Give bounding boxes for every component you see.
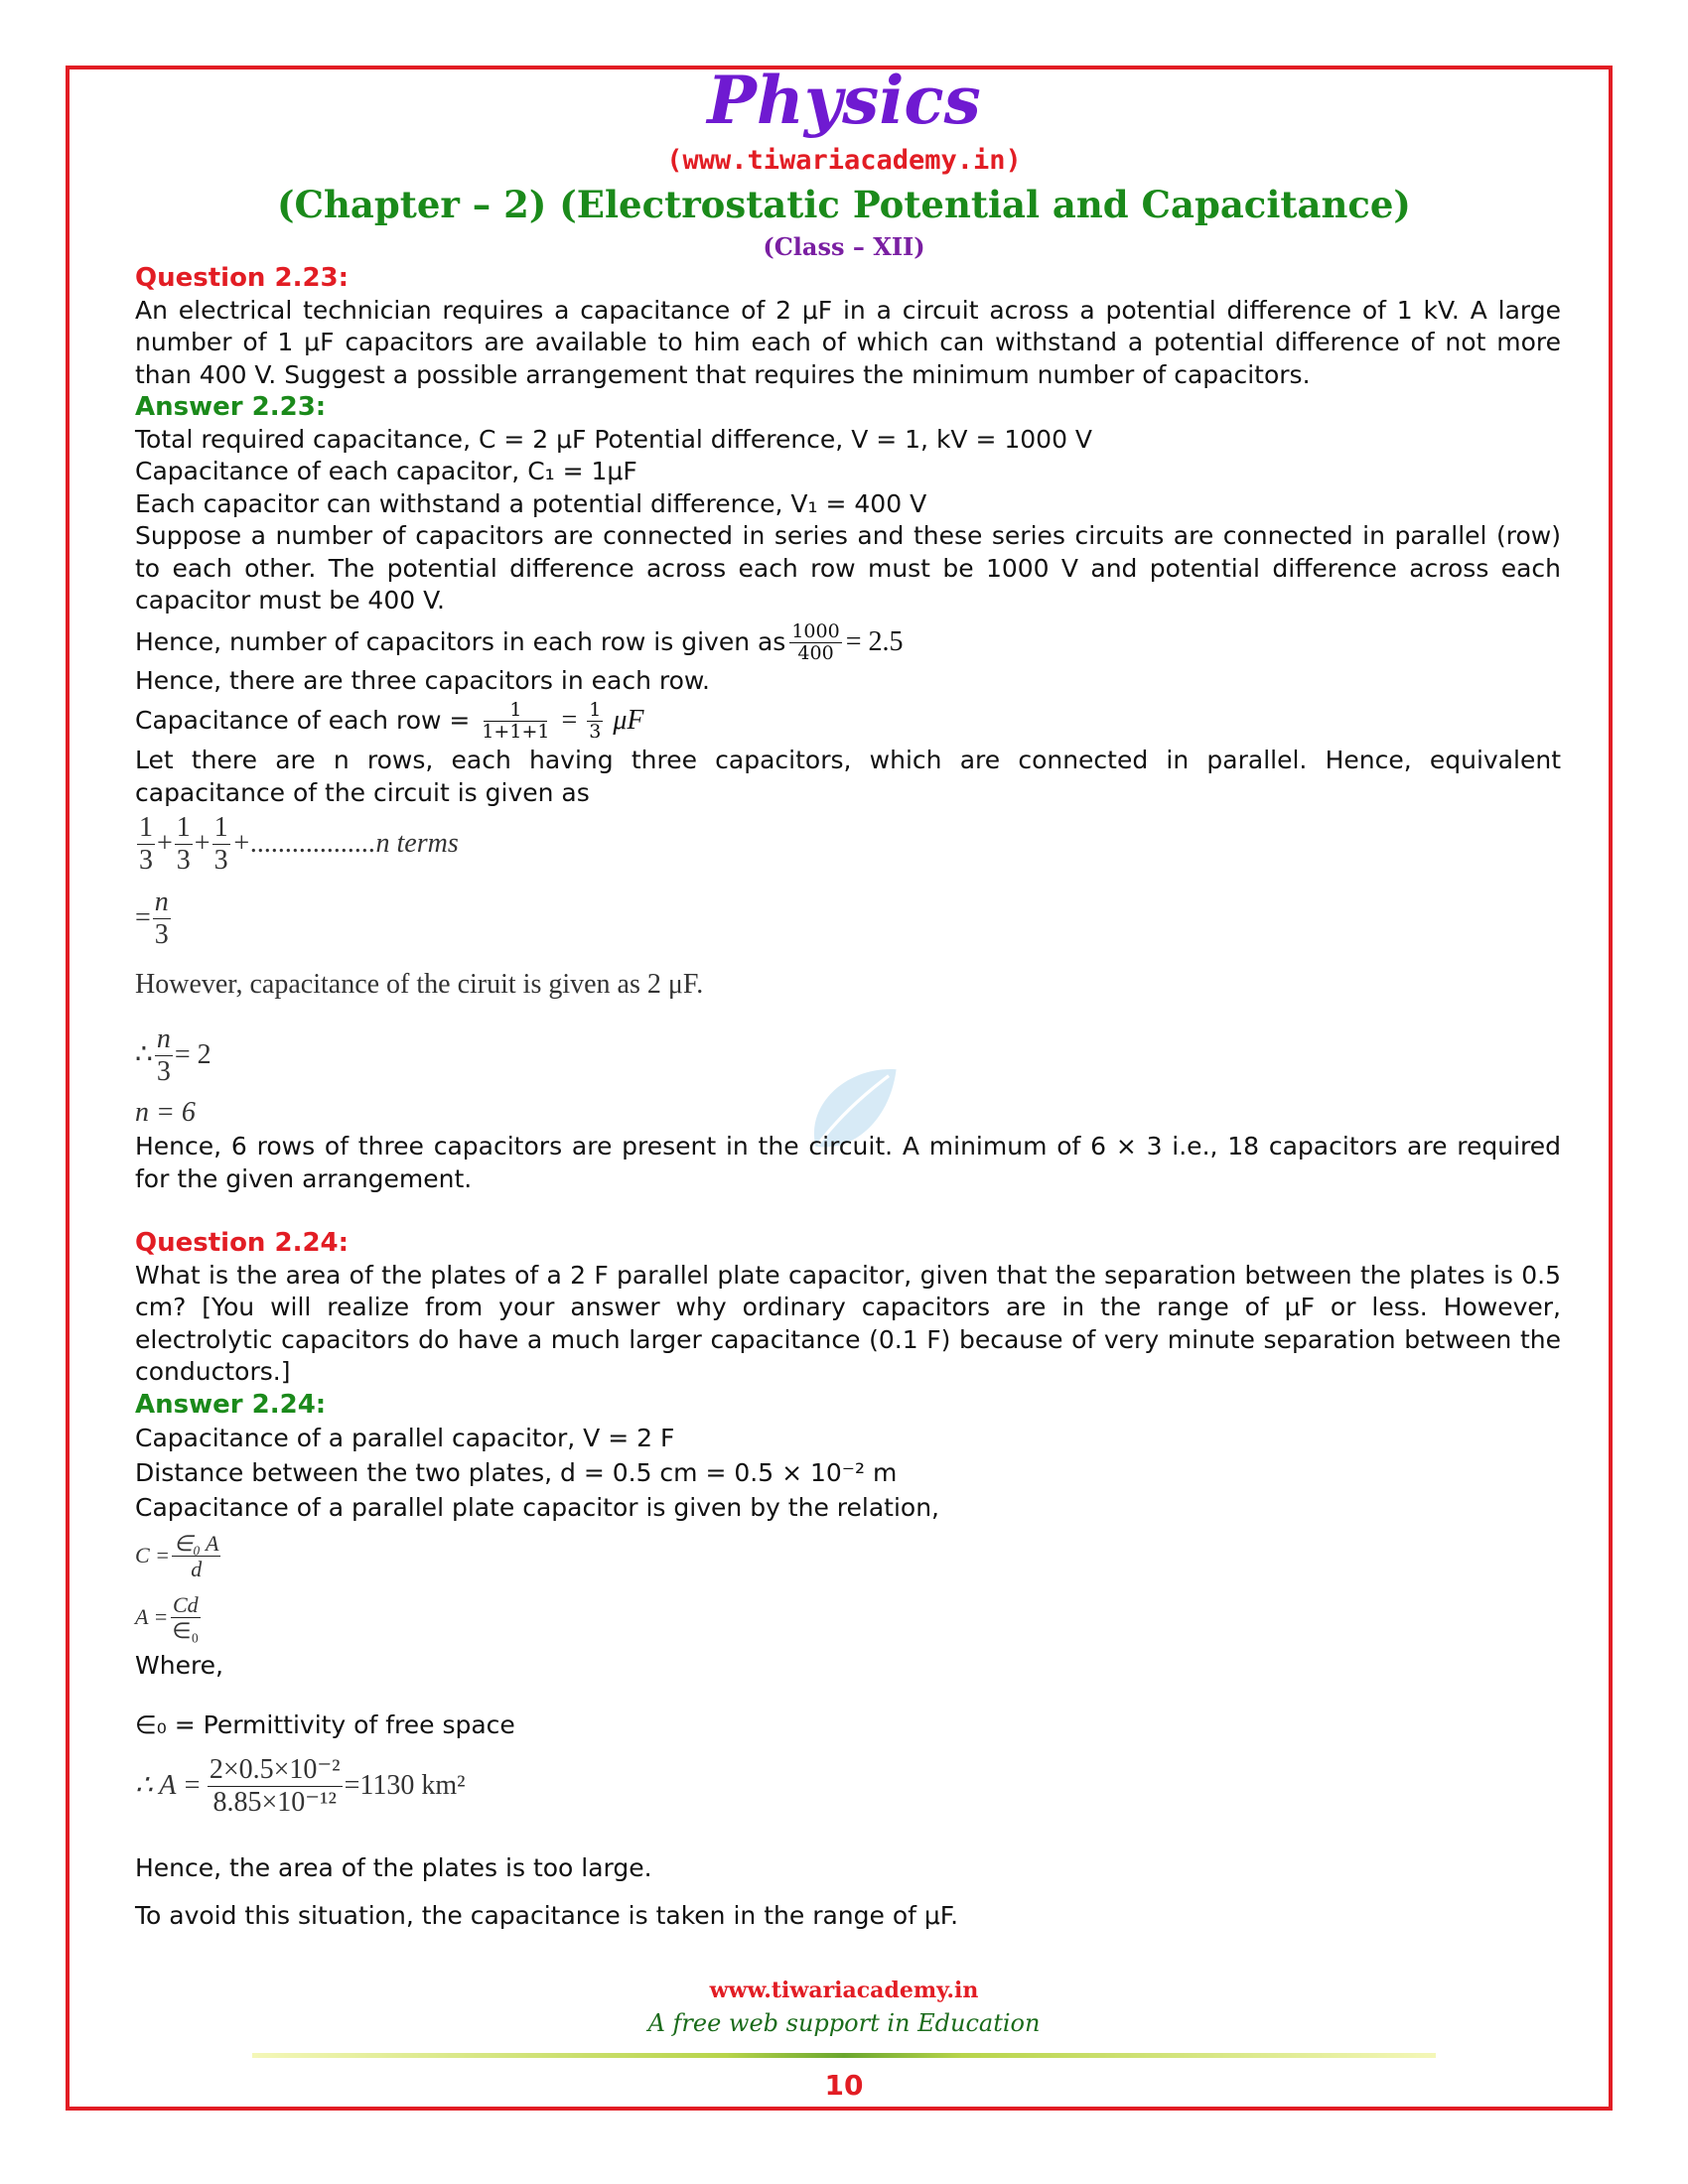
- answer-line: Capacitance of a parallel plate capacitor is given by the relation,: [135, 1493, 939, 1522]
- fraction: [172, 1531, 220, 1581]
- fraction: [212, 812, 230, 877]
- answer-line: Each capacitor can withstand a potential difference, V₁ = 400 V: [135, 488, 927, 518]
- series-sum-equation: [135, 809, 1561, 879]
- answer-paragraph: Suppose a number of capacitors are connected in series and these series circuits are connected in parallel (row) to each other. The potential difference across each row must be 1000 V and potential difference across each capacitor must be 400 V.: [135, 521, 1561, 614]
- fraction: [175, 812, 193, 877]
- footer-divider: [252, 2053, 1436, 2058]
- formula-lhs: A =: [135, 1603, 169, 1629]
- answer-line: Distance between the two plates, d = 0.5 cm = 0.5 × 10⁻² m: [135, 1458, 898, 1487]
- row-capacitance-equation: [135, 697, 1561, 745]
- fraction: [480, 700, 551, 743]
- fraction-denominator: 1+1+1: [482, 720, 550, 743]
- fraction-denominator: 3: [176, 844, 191, 876]
- formula-lhs: C =: [135, 1542, 171, 1568]
- question-2-23-heading: Question 2.23:: [135, 263, 350, 293]
- n-equals-6: n = 6: [135, 1097, 196, 1128]
- fraction-numerator: 1: [484, 700, 547, 722]
- page-title: Physics: [707, 62, 981, 139]
- fraction-numerator: 1: [176, 811, 191, 843]
- answer-2-23-heading: Answer 2.23:: [135, 392, 327, 422]
- fraction: [789, 621, 841, 664]
- fraction-numerator: ∈₀ A: [174, 1530, 219, 1556]
- therefore-sign: ∴: [135, 1038, 153, 1070]
- fraction-numerator: n: [154, 886, 169, 917]
- question-2-23-text: An electrical technician requires a capacitance of 2 μF in a circuit across a potential difference of 1 kV. A large number of 1 μF capacitors are available to him each of which can withstand a potential difference of not more than 400 V. Suggest a possible arrangement that requires the minimum number of capacitors.: [135, 295, 1561, 389]
- class-label: (Class – XII): [763, 232, 925, 261]
- fraction-numerator: n: [156, 1023, 171, 1054]
- row-count-equation: [135, 621, 1561, 665]
- page-number: 10: [824, 2069, 864, 2102]
- answer-line: Hence, the area of the plates is too large.: [135, 1853, 652, 1882]
- answer-line: Capacitance of each capacitor, C₁ = 1μF: [135, 457, 637, 485]
- n-over-3-equation: [135, 879, 1561, 958]
- fraction-denominator: 8.85×10⁻¹²: [212, 1786, 337, 1818]
- answer-line: To avoid this situation, the capacitance is taken in the range of μF.: [135, 1901, 959, 1930]
- fraction-denominator: 3: [213, 844, 228, 876]
- answer-line: Total required capacitance, C = 2 μF Potential difference, V = 1, kV = 1000 V: [135, 424, 1093, 454]
- fraction: [587, 700, 603, 743]
- where-label: Where,: [135, 1651, 224, 1680]
- equals-sign: =: [135, 901, 151, 933]
- fraction-numerator: 2×0.5×10⁻²: [209, 1753, 341, 1785]
- fraction-denominator: 3: [139, 844, 153, 876]
- chapter-heading: (Chapter – 2) (Electrostatic Potential and Capacitance): [277, 183, 1411, 226]
- answer-line: Hence, there are three capacitors in each row.: [135, 665, 710, 695]
- plus-sign: +: [157, 827, 173, 859]
- however-line: However, capacitance of the ciruit is given as 2 μF.: [135, 969, 704, 1000]
- footer-tagline: A free web support in Education: [647, 2009, 1041, 2037]
- fraction: [153, 887, 171, 951]
- footer-url[interactable]: www.tiwariacademy.in: [709, 1978, 979, 2003]
- fraction-numerator: 1000: [791, 620, 840, 642]
- fraction-denominator: 400: [797, 642, 834, 664]
- fraction: [137, 812, 155, 877]
- row-count-result: = 2.5: [845, 626, 904, 658]
- fraction-numerator: 1: [589, 698, 602, 721]
- fraction: [208, 1754, 343, 1819]
- fraction: [170, 1592, 201, 1643]
- calculation-result: =1130 km²: [344, 1769, 466, 1801]
- equals-sign: =: [561, 704, 578, 736]
- fraction-denominator: d: [191, 1556, 203, 1581]
- area-formula: [135, 1586, 1561, 1648]
- n-equals-2-equation: [135, 1016, 1561, 1095]
- site-url[interactable]: (www.tiwariacademy.in): [666, 145, 1022, 176]
- answer-paragraph: Let there are n rows, each having three capacitors, which are connected in parallel. Hence, equivalent capacitance of the circuit is given as: [135, 746, 1561, 807]
- fraction-denominator: 3: [154, 918, 169, 950]
- fraction-numerator: Cd: [172, 1591, 199, 1617]
- fraction-numerator: 1: [139, 811, 153, 843]
- document-body: [135, 262, 1561, 1934]
- answer-line: Capacitance of a parallel capacitor, V = 2 F: [135, 1424, 675, 1452]
- capacitance-formula: [135, 1525, 1561, 1586]
- unit-label: μF: [613, 704, 644, 736]
- row-cap-text: Capacitance of each row =: [135, 705, 471, 735]
- row-count-text: Hence, number of capacitors in each row is given as: [135, 627, 786, 657]
- fraction-denominator: 3: [589, 720, 602, 743]
- answer-2-24-heading: Answer 2.24:: [135, 1389, 327, 1420]
- answer-paragraph: Hence, 6 rows of three capacitors are present in the circuit. A minimum of 6 × 3 i.e., 18 capacitors are required for the given arrangement.: [135, 1132, 1561, 1193]
- question-2-24-text: What is the area of the plates of a 2 F parallel plate capacitor, given that the separation between the plates is 0.5 cm? [You will realize from your answer why ordinary capacitors are in the range of μF or less. However, electrolytic capacitors do have a much larger capacitance (0.1 F) because of very minute separation between the conductors.]: [135, 1260, 1561, 1386]
- fraction-denominator: 3: [156, 1055, 171, 1087]
- plus-sign: +: [194, 827, 211, 859]
- equation-rhs: = 2: [174, 1038, 211, 1070]
- formula-lhs: ∴ A =: [135, 1769, 202, 1801]
- series-tail: +..................n terms: [231, 827, 459, 859]
- question-2-24-heading: Question 2.24:: [135, 1228, 350, 1258]
- area-calculation: [135, 1743, 1561, 1829]
- fraction: [155, 1024, 173, 1088]
- permittivity-definition: ∈₀ = Permittivity of free space: [135, 1710, 515, 1739]
- fraction-denominator: ∈₀: [172, 1617, 200, 1643]
- fraction-numerator: 1: [213, 811, 228, 843]
